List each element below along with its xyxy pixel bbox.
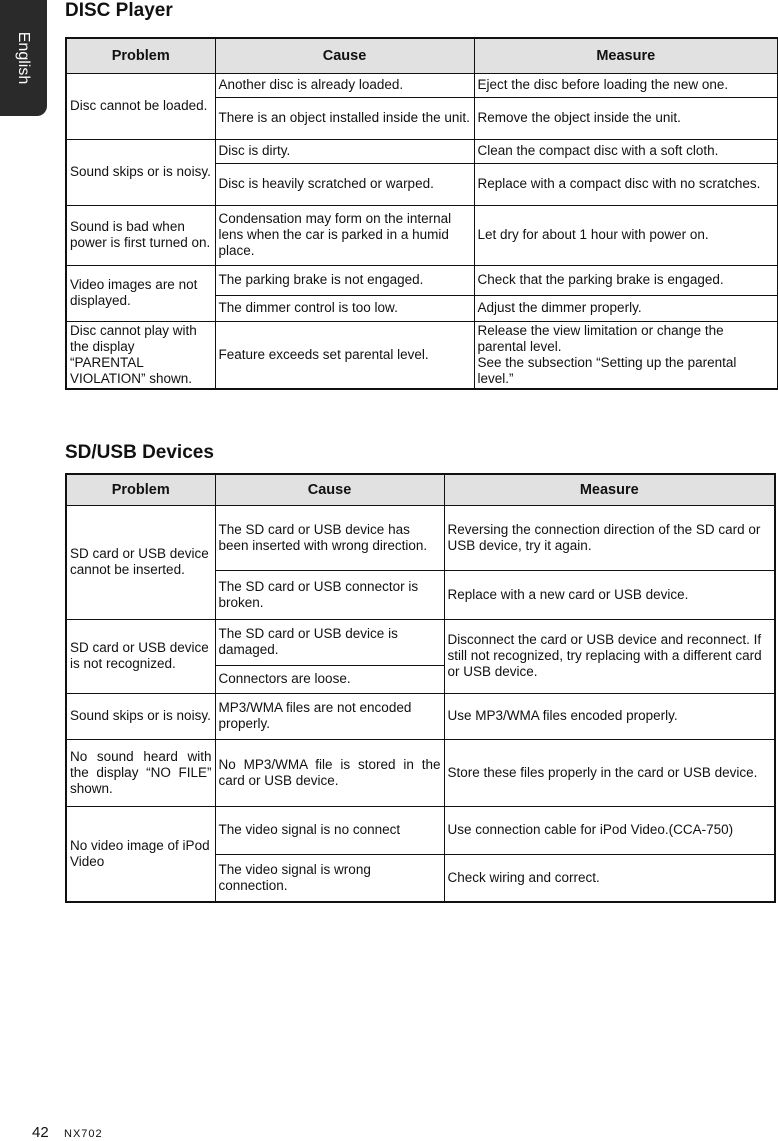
header-problem: Problem	[66, 474, 215, 505]
measure-cell	[474, 321, 778, 389]
measure-cell: Check that the parking brake is engaged.	[474, 265, 778, 295]
cause-cell: The SD card or USB connector is broken.	[215, 570, 444, 619]
measure-cell: Disconnect the card or USB device and reconnect. If still not recognized, try replacing with a different card or USB device.	[444, 619, 775, 693]
cause-cell: Disc is dirty.	[215, 139, 474, 163]
cause-cell: Disc is heavily scratched or warped.	[215, 163, 474, 205]
sdusb-troubleshoot-table	[65, 473, 776, 903]
cause-cell: The SD card or USB device is damaged.	[215, 619, 444, 665]
table-row	[66, 205, 778, 265]
problem-cell: SD card or USB device cannot be inserted.	[66, 505, 215, 619]
problem-cell: Sound skips or is noisy.	[66, 693, 215, 739]
table-header-row	[66, 38, 778, 73]
problem-cell: Sound is bad when power is first turned on.	[66, 205, 215, 265]
measure-cell: Store these files properly in the card or USB device.	[444, 739, 775, 806]
header-measure: Measure	[444, 474, 775, 505]
measure-line: Release the view limitation or change the parental level.	[477, 322, 724, 354]
header-problem: Problem	[66, 38, 215, 73]
table-row	[66, 265, 778, 295]
cause-cell: The dimmer control is too low.	[215, 295, 474, 321]
cause-cell: No MP3/WMA file is stored in the card or USB device.	[215, 739, 444, 806]
header-cause: Cause	[215, 474, 444, 505]
cause-cell: Another disc is already loaded.	[215, 73, 474, 97]
measure-cell: Replace with a new card or USB device.	[444, 570, 775, 619]
cause-cell: Condensation may form on the internal lens when the car is parked in a humid place.	[215, 205, 474, 265]
measure-cell: Reversing the connection direction of the SD card or USB device, try it again.	[444, 505, 775, 570]
language-label: English	[15, 31, 32, 85]
cause-cell: There is an object installed inside the unit.	[215, 97, 474, 139]
table-row	[66, 739, 775, 806]
measure-cell: Eject the disc before loading the new one.	[474, 73, 778, 97]
table-row	[66, 806, 775, 854]
disc-troubleshoot-table	[65, 37, 778, 390]
problem-cell: No sound heard with the display “NO FILE” shown.	[66, 739, 215, 806]
cause-cell: Feature exceeds set parental level.	[215, 321, 474, 389]
table-row	[66, 139, 778, 163]
measure-cell: Use connection cable for iPod Video.(CCA-750)	[444, 806, 775, 854]
header-cause: Cause	[215, 38, 474, 73]
problem-cell: Video images are not displayed.	[66, 265, 215, 321]
measure-cell: Use MP3/WMA files encoded properly.	[444, 693, 775, 739]
model-name: NX702	[64, 1128, 103, 1140]
table-row	[66, 505, 775, 570]
problem-cell: Disc cannot be loaded.	[66, 73, 215, 139]
measure-cell: Let dry for about 1 hour with power on.	[474, 205, 778, 265]
cause-cell: Connectors are loose.	[215, 665, 444, 693]
cause-cell: The SD card or USB device has been inserted with wrong direction.	[215, 505, 444, 570]
table-row	[66, 73, 778, 97]
table-header-row	[66, 474, 775, 505]
problem-cell: SD card or USB device is not recognized.	[66, 619, 215, 693]
cause-cell: The parking brake is not engaged.	[215, 265, 474, 295]
language-tab	[0, 0, 47, 116]
measure-cell: Check wiring and correct.	[444, 854, 775, 902]
page-number: 42	[32, 1124, 49, 1141]
cause-cell: The video signal is no connect	[215, 806, 444, 854]
measure-cell: Replace with a compact disc with no scratches.	[474, 163, 778, 205]
table-row	[66, 321, 778, 389]
table-row	[66, 693, 775, 739]
problem-cell: No video image of iPod Video	[66, 806, 215, 902]
measure-line: See the subsection “Setting up the parental level.”	[477, 354, 737, 386]
measure-cell: Adjust the dimmer properly.	[474, 295, 778, 321]
disc-section-title: DISC Player	[65, 0, 173, 21]
header-measure: Measure	[474, 38, 778, 73]
cause-cell: MP3/WMA files are not encoded properly.	[215, 693, 444, 739]
cause-cell: The video signal is wrong connection.	[215, 854, 444, 902]
problem-cell: Sound skips or is noisy.	[66, 139, 215, 205]
table-row	[66, 619, 775, 665]
sdusb-section-title: SD/USB Devices	[65, 442, 214, 463]
problem-cell: Disc cannot play with the display “PARENTAL VIOLATION” shown.	[66, 321, 215, 389]
measure-cell: Remove the object inside the unit.	[474, 97, 778, 139]
measure-cell: Clean the compact disc with a soft cloth.	[474, 139, 778, 163]
